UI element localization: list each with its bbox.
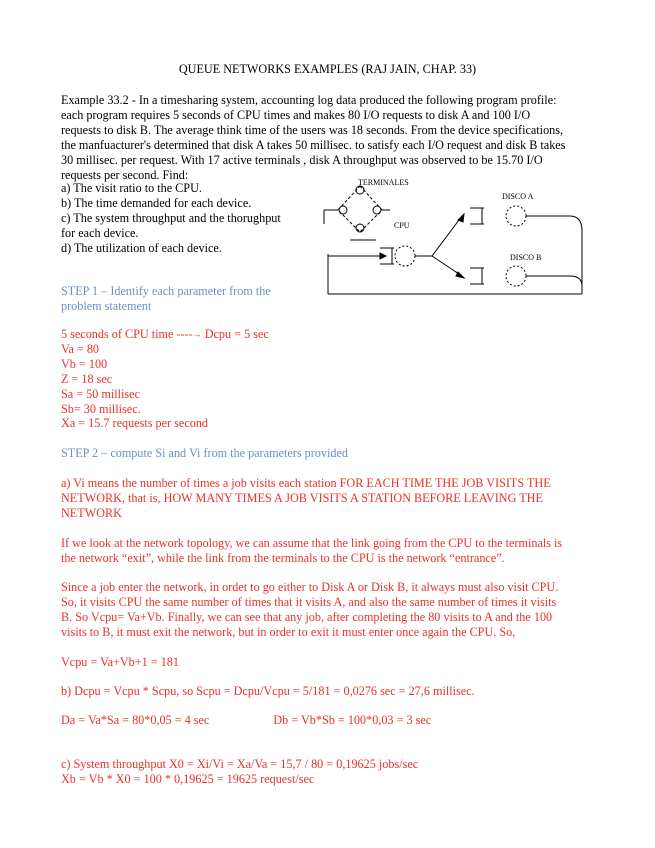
step1-heading-line: problem statement — [61, 298, 152, 313]
intro-line: each program requires 5 seconds of CPU times and makes 80 I/O requests to disk A and 100 I/O — [61, 107, 531, 122]
step2-a — [61, 476, 596, 521]
step1-parameters — [61, 327, 596, 431]
since-line: visits to B, it must exit the network, but in order to exit it must enter once again the CPU. So, — [61, 624, 516, 639]
disk-a-node — [470, 206, 526, 226]
db-equation: Db = Vb*Sb = 100*0,03 = 3 sec — [273, 713, 432, 727]
question-b: b) The time demanded for each device. — [61, 195, 252, 210]
arrow-icon: → — [192, 329, 202, 339]
page-title: QUEUE NETWORKS EXAMPLES (RAJ JAIN, CHAP. 33) — [178, 62, 477, 76]
cpu-label: CPU — [394, 221, 410, 230]
intro-line: requests to disk B. The average think time of the users was 18 seconds. From the device specifications, — [61, 122, 564, 137]
da-equation: Da = Va*Sa = 80*0,05 = 4 sec — [61, 713, 210, 727]
c-line: Xb = Vb * X0 = 100 * 0,19625 = 19625 request/sec — [61, 771, 315, 786]
topology-paragraph — [61, 536, 596, 566]
throughput-equations — [61, 757, 596, 787]
intro-line: 30 millisec. per request. With 17 active terminals , disk A throughput was observed to be 15.70 I/O — [61, 152, 543, 167]
step2-a-line: NETWORK, that is, HOW MANY TIMES A JOB VISITS A STATION BEFORE LEAVING THE — [61, 490, 543, 505]
param-sa: Sa = 50 millisec — [61, 386, 140, 401]
param-xa: Xa = 15.7 requests per second — [61, 416, 208, 431]
disk-a-label: DISCO A — [502, 192, 534, 201]
intro-line: the manfuacturer's determined that disk A takes 50 millisec. to satisfy each I/O request and disk B takes — [61, 137, 566, 152]
problem-statement — [61, 93, 601, 182]
vcpu-equation: Vcpu = Va+Vb+1 = 181 — [61, 655, 179, 669]
terminals-label: TERMINALES — [358, 178, 409, 187]
b-equation: b) Dcpu = Vcpu * Scpu, so Scpu = Dcpu/Vcpu = 5/181 = 0,0276 sec = 27,6 millisec. — [61, 684, 475, 698]
step2-a-line: a) Vi means the number of times a job visits each station FOR EACH TIME THE JOB VISITS THE — [61, 476, 551, 490]
question-list — [61, 181, 311, 256]
terminals-node — [324, 186, 390, 232]
intro-line: requests per second. Find: — [61, 167, 189, 182]
cpu-time-line — [61, 327, 596, 342]
question-c-cont: for each device. — [61, 225, 139, 240]
param-sb: Sb= 30 millisec. — [61, 401, 141, 416]
cpu-time-text: 5 seconds of CPU time ---- — [61, 327, 193, 341]
param-vb: Vb = 100 — [61, 356, 108, 371]
since-line: So, it visits CPU the same number of times that it visits A, and also the same number of times it visits — [61, 594, 557, 609]
topology-line: If we look at the network topology, we can assume that the link going from the CPU to the terminals is — [61, 536, 563, 550]
c-line: c) System throughput X0 = Xi/Vi = Xa/Va = 15,7 / 80 = 0,19625 jobs/sec — [61, 757, 419, 771]
step1-heading-line: STEP 1 – Identify each parameter from the — [61, 284, 271, 298]
param-z: Z = 18 sec — [61, 371, 113, 386]
intro-line: Example 33.2 - In a timesharing system, accounting log data produced the following program profile: — [61, 93, 557, 107]
since-line: B. So Vcpu= Va+Vb. Finally, we can see that any job, after completing the 80 visits to A and the 100 — [61, 609, 553, 624]
demand-equations — [61, 713, 596, 728]
param-va: Va = 80 — [61, 341, 100, 356]
step1-heading — [61, 284, 596, 314]
step2-a-line: NETWORK — [61, 505, 122, 520]
step2-heading: STEP 2 – compute Si and Vi from the parameters provided — [61, 446, 348, 460]
dcpu-text: Dcpu = 5 sec — [201, 327, 269, 341]
question-a: a) The visit ratio to the CPU. — [61, 181, 202, 195]
question-c: c) The system throughput and the thorughput — [61, 210, 281, 225]
since-paragraph — [61, 580, 596, 640]
disk-b-node — [470, 266, 526, 286]
since-line: Since a job enter the network, in ordet to go either to Disk A or Disk B, it always must also visit CPU. — [61, 580, 559, 594]
topology-line: the network “exit”, while the link from the terminals to the CPU is the network “entrance”. — [61, 550, 505, 565]
disk-b-label: DISCO B — [510, 253, 542, 262]
question-d: d) The utilization of each device. — [61, 240, 222, 255]
